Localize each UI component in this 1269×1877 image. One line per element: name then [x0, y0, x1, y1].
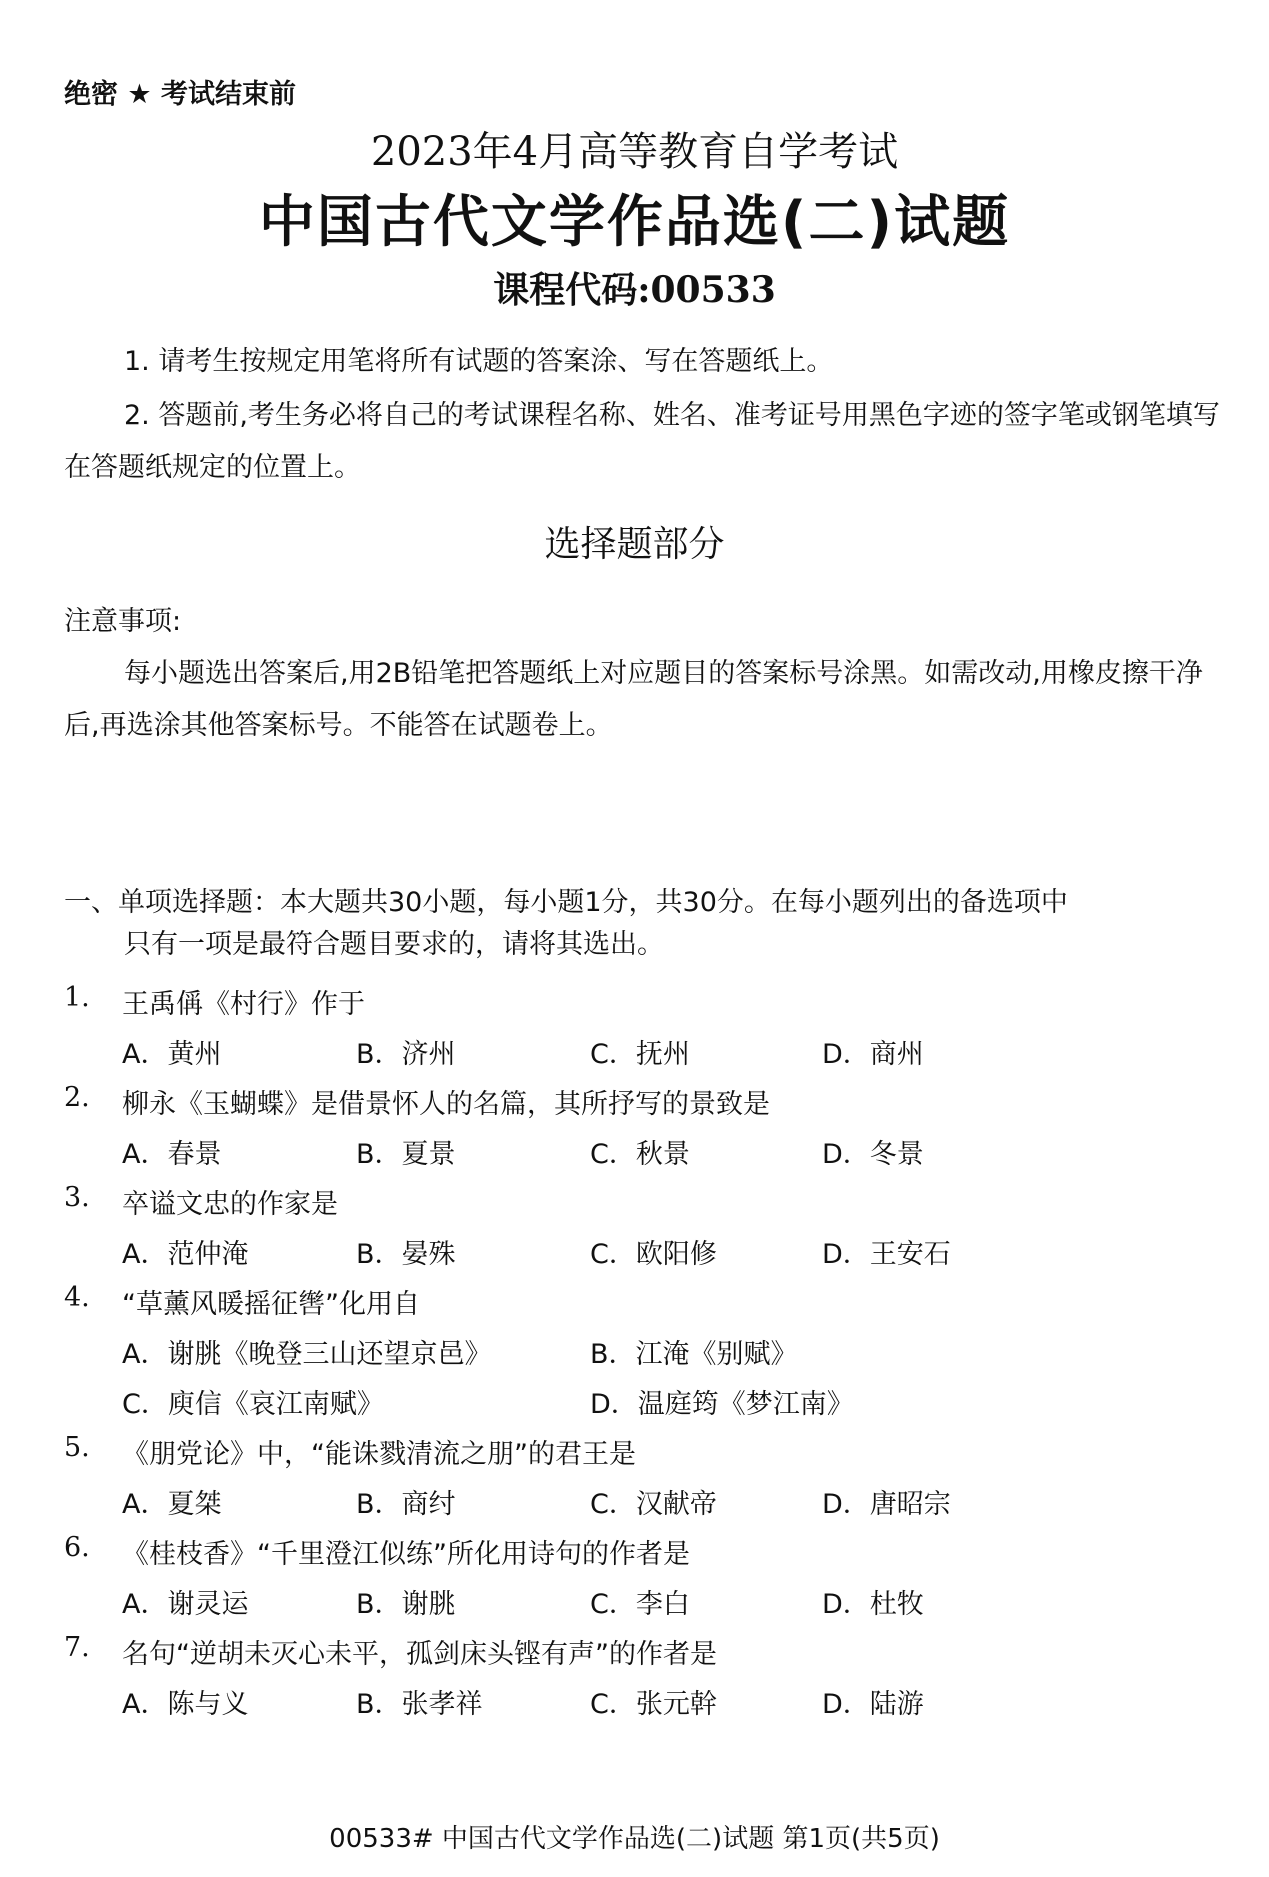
option-b: B．商纣 [356, 1489, 456, 1520]
option-c: C．庾信《哀江南赋》 [122, 1389, 384, 1420]
option-a: A．陈与义 [122, 1689, 249, 1720]
question-number: 6. [64, 1532, 90, 1563]
part1-heading: 一、单项选择题：本大题共30小题，每小题1分，共30分。在每小题列出的备选项中 [64, 887, 1068, 918]
option-b: B．谢朓 [356, 1589, 456, 1620]
question-number: 2. [64, 1082, 90, 1113]
option-b: B．张孝祥 [356, 1689, 483, 1720]
option-b: B．晏殊 [356, 1239, 456, 1270]
question-number: 4. [64, 1282, 90, 1313]
option-c: C．张元幹 [590, 1689, 717, 1720]
option-c: C．李白 [590, 1589, 690, 1620]
part1-heading-cont: 只有一项是最符合题目要求的，请将其选出。 [124, 929, 664, 960]
subject-title: 中国古代文学作品选(二)试题 [258, 190, 1011, 255]
notice-label: 注意事项: [64, 606, 182, 637]
instruction-2: 2. 答题前,考生务必将自己的考试课程名称、姓名、准考证号用黑色字迹的签字笔或钢笔填写在答题纸规定的位置上。 [64, 400, 1220, 483]
option-a: A．夏桀 [122, 1489, 222, 1520]
option-b: B．江淹《别赋》 [590, 1339, 798, 1370]
question-text: 《朋党论》中，“能诛戮清流之朋”的君王是 [122, 1439, 636, 1470]
option-c: C．抚州 [590, 1039, 690, 1070]
option-d: D．商州 [822, 1039, 924, 1070]
instruction-1: 1. 请考生按规定用笔将所有试题的答案涂、写在答题纸上。 [124, 346, 834, 377]
question-text: “草薰风暖摇征辔”化用自 [122, 1289, 420, 1320]
question-number: 1. [64, 982, 90, 1013]
option-d: D．温庭筠《梦江南》 [590, 1389, 854, 1420]
course-code: 课程代码:00533 [493, 269, 776, 311]
option-a: A．黄州 [122, 1039, 222, 1070]
exam-title: 2023年4月高等教育自学考试 [370, 129, 899, 175]
question-text: 王禹偁《村行》作于 [122, 989, 365, 1020]
option-d: D．陆游 [822, 1689, 924, 1720]
section-title: 选择题部分 [544, 524, 725, 565]
option-c: C．欧阳修 [590, 1239, 717, 1270]
page-footer: 00533# 中国古代文学作品选(二)试题 第1页(共5页) [329, 1824, 940, 1854]
question-text: 柳永《玉蝴蝶》是借景怀人的名篇，其所抒写的景致是 [122, 1089, 770, 1120]
option-a: A．谢朓《晚登三山还望京邑》 [122, 1339, 492, 1370]
question-number: 5. [64, 1432, 90, 1463]
question-number: 7. [64, 1632, 90, 1663]
option-d: D．唐昭宗 [822, 1489, 951, 1520]
option-a: A．春景 [122, 1139, 222, 1170]
option-a: A．谢灵运 [122, 1589, 249, 1620]
option-a: A．范仲淹 [122, 1239, 249, 1270]
question-text: 《桂枝香》“千里澄江似练”所化用诗句的作者是 [122, 1539, 690, 1570]
option-c: C．秋景 [590, 1139, 690, 1170]
question-number: 3. [64, 1182, 90, 1213]
option-c: C．汉献帝 [590, 1489, 717, 1520]
option-b: B．夏景 [356, 1139, 456, 1170]
option-b: B．济州 [356, 1039, 456, 1070]
question-text: 名句“逆胡未灭心未平，孤剑床头铿有声”的作者是 [122, 1639, 717, 1670]
option-d: D．王安石 [822, 1239, 951, 1270]
question-text: 卒谥文忠的作家是 [122, 1189, 338, 1220]
confidential-mark: 绝密 ★ 考试结束前 [64, 79, 297, 110]
notice-text: 每小题选出答案后,用2B铅笔把答题纸上对应题目的答案标号涂黑。如需改动,用橡皮擦干净后,再选涂其他答案标号。不能答在试题卷上。 [64, 658, 1203, 741]
option-d: D．冬景 [822, 1139, 924, 1170]
option-d: D．杜牧 [822, 1589, 924, 1620]
